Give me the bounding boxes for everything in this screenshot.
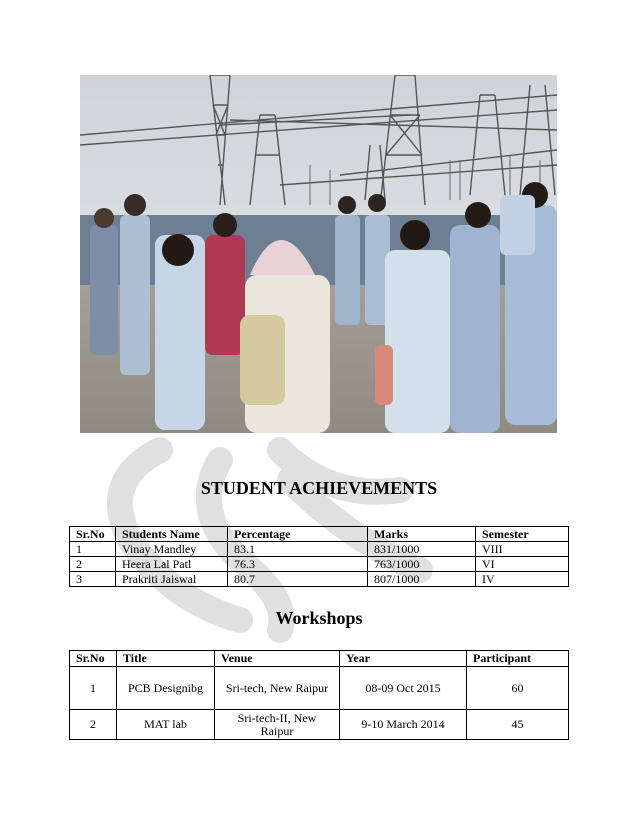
table-row (70, 572, 569, 587)
table-cell: 2 (70, 557, 116, 572)
table-cell: 1 (70, 542, 116, 557)
group-photo-at-substation-icon (80, 75, 557, 433)
table-cell: 1 (70, 667, 117, 710)
table-cell: 83.1 (228, 542, 368, 557)
table-header-row (70, 527, 569, 542)
table-cell: 60 (467, 667, 569, 710)
column-header: Marks (368, 527, 476, 542)
column-header: Sr.No (70, 527, 116, 542)
column-header: Venue (215, 651, 340, 667)
table-cell: 831/1000 (368, 542, 476, 557)
table-cell: Sri-tech-II, New Raipur (215, 710, 340, 740)
student-achievements-heading: STUDENT ACHIEVEMENTS (200, 478, 438, 498)
column-header: Participant (467, 651, 569, 667)
column-header: Students Name (116, 527, 228, 542)
table-row (70, 710, 569, 740)
table-row (70, 667, 569, 710)
table-cell: 763/1000 (368, 557, 476, 572)
table-row (70, 542, 569, 557)
column-header: Title (117, 651, 215, 667)
table-cell: 3 (70, 572, 116, 587)
table-header-row (70, 651, 569, 667)
table-cell: 76.3 (228, 557, 368, 572)
student-achievements-table (69, 526, 569, 587)
table-cell: Prakriti Jaiswal (116, 572, 228, 587)
table-cell: VIII (476, 542, 569, 557)
table-cell: 80.7 (228, 572, 368, 587)
table-cell: MAT lab (117, 710, 215, 740)
table-cell: PCB Designibg (117, 667, 215, 710)
table-cell: 08-09 Oct 2015 (340, 667, 467, 710)
table-cell: IV (476, 572, 569, 587)
group-photo (80, 75, 557, 433)
table-cell: Heera Lal Patl (116, 557, 228, 572)
table-cell: 2 (70, 710, 117, 740)
table-cell: Vinay Mandley (116, 542, 228, 557)
column-header: Semester (476, 527, 569, 542)
table-cell: 807/1000 (368, 572, 476, 587)
table-row (70, 557, 569, 572)
column-header: Sr.No (70, 651, 117, 667)
workshops-table (69, 650, 569, 740)
table-cell: VI (476, 557, 569, 572)
table-cell: 45 (467, 710, 569, 740)
workshops-heading: Workshops (275, 608, 363, 628)
column-header: Year (340, 651, 467, 667)
table-cell: 9-10 March 2014 (340, 710, 467, 740)
column-header: Percentage (228, 527, 368, 542)
table-cell: Sri-tech, New Raipur (215, 667, 340, 710)
